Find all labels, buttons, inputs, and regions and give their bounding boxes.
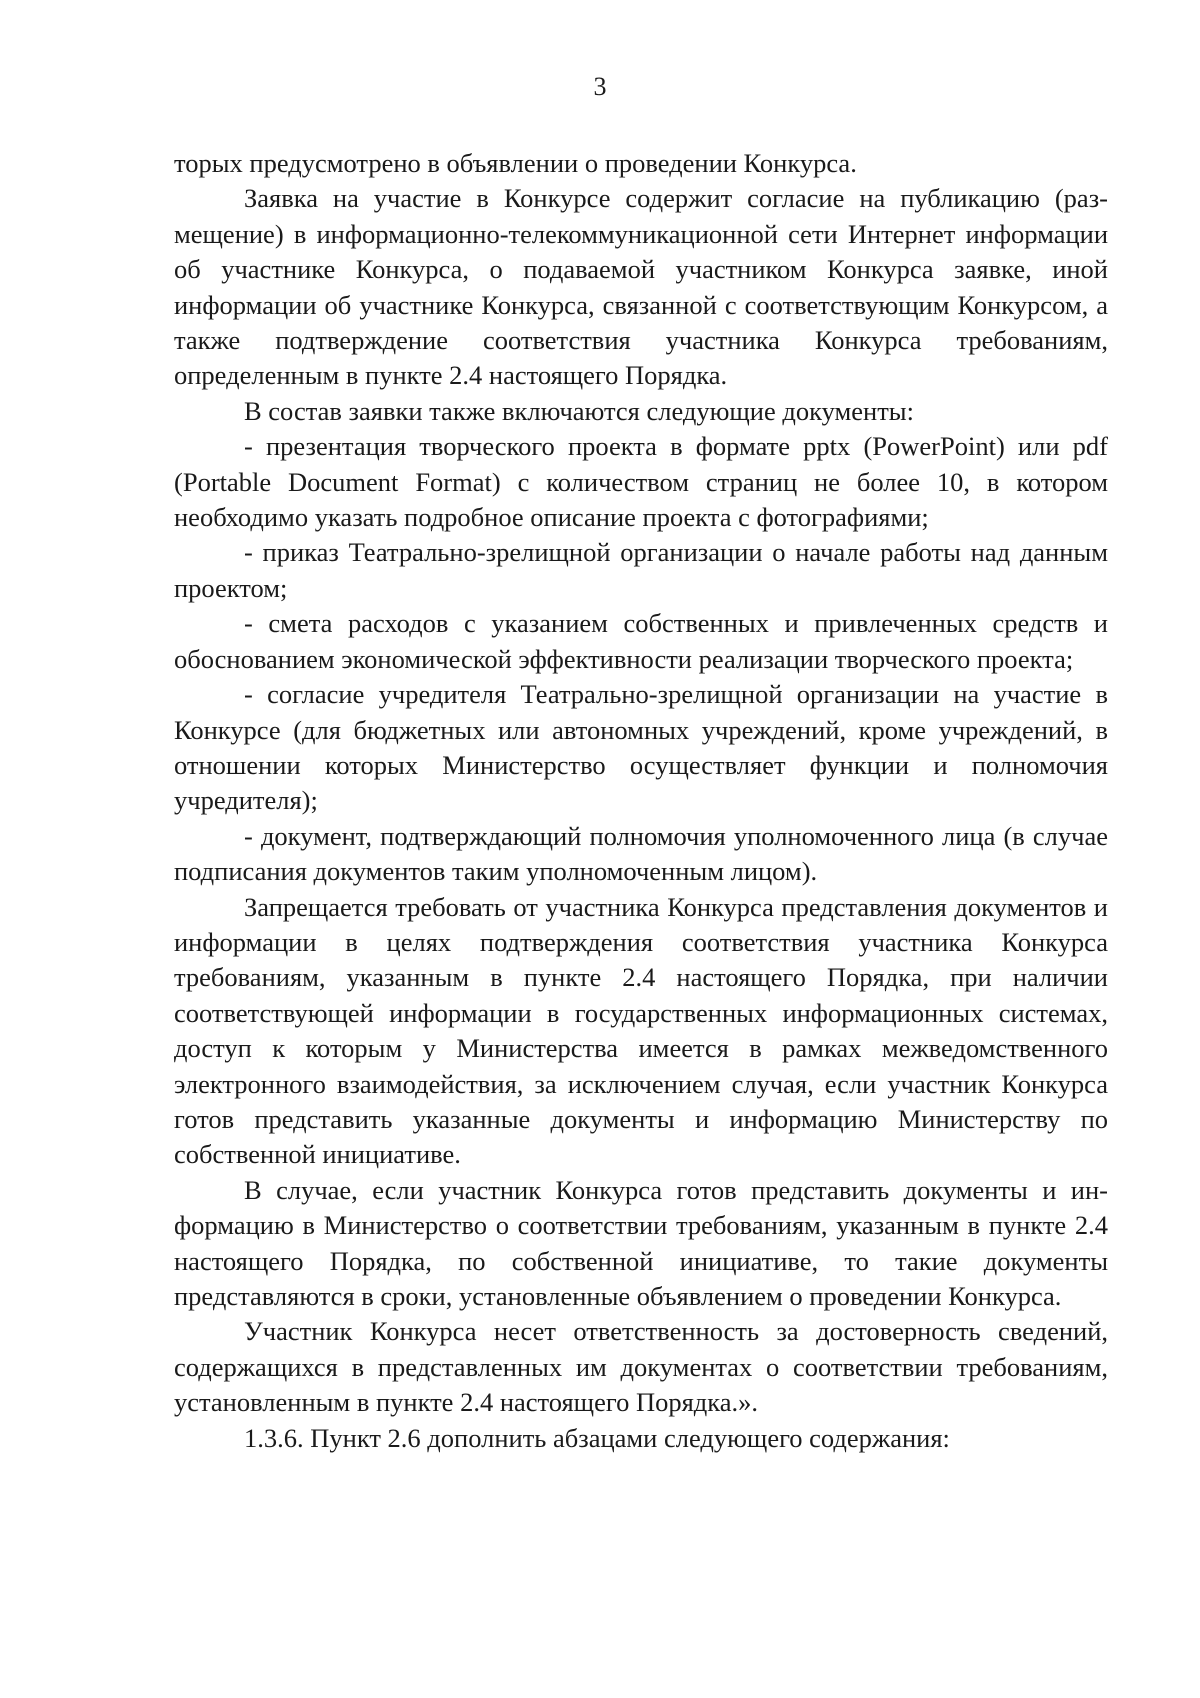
paragraph-responsibility: Участник Конкурса несет ответственность за достоверность сведений, содержащихся в представленных им документах о соответствии требованиям, установленным в пункте 2.4 настоящего Порядка.».: [174, 1316, 1108, 1418]
list-item-authority-document: - документ, подтверждающий полномочия уполномоченного лица (в случае подписания документов таким уполномоченным лицом).: [174, 820, 1108, 887]
paragraph-documents-intro: В состав заявки также включаются следующие документы:: [244, 395, 914, 426]
list-item-founder-consent: - согласие учредителя Театрально-зрелищной организации на участие в Конкурсе (для бюджетных или автономных учреждений, кроме учреждений, в отношении которых Министерство осуществляет функции и полномочия учредителя);: [174, 679, 1108, 816]
paragraph-application-consent: Заявка на участие в Конкурсе содержит согласие на публикацию (размещение) в информационно-телекоммуникационной сети Интернет информации об участнике Конкурса, о подаваемой участником Конкурса заявке, иной информации об участнике Конкурса, связанной с соответствующим Конкурсом, а также подтверждение соответствия участника Конкурса требованиям, определенным в пункте 2.4 настоящего Порядка.: [174, 183, 1108, 391]
paragraph-prohibition: Запрещается требовать от участника Конкурса представления документов и информации в целях подтверждения соответствия участника Конкурса требованиям, указанным в пункте 2.4 настоящего Порядка, при наличии соответствующей информации в государственных информационных системах, доступ к которым у Министерства имеется в рамках межведомственного электронного взаимодействия, за исключением случая, если участник Конкурса готов представить указанные документы и информацию Министерству по собственной инициативе.: [174, 891, 1108, 1170]
document-body: [174, 146, 1108, 1456]
list-item-presentation: - презентация творческого проекта в формате pptx (PowerPoint) или pdf (Portable Document Format) с количеством страниц не более 10, в котором необходимо указать подробное описание проекта с фотографиями;: [174, 431, 1108, 533]
paragraph-amendment: 1.3.6. Пункт 2.6 дополнить абзацами следующего содержания:: [244, 1422, 950, 1453]
page-number: 3: [593, 72, 607, 101]
paragraph-own-initiative: В случае, если участник Конкурса готов представить документы и информацию в Министерство о соответствии требованиям, указанным в пункте 2.4 настоящего Порядка, по собственной инициативе, то такие документы представляются в сроки, установленные объявлением о проведении Конкурса.: [174, 1174, 1108, 1311]
list-item-estimate: - смета расходов с указанием собственных и привлеченных средств и обоснованием экономической эффективности реализации творческого проекта;: [174, 608, 1108, 674]
paragraph-continuation: торых предусмотрено в объявлении о проведении Конкурса.: [174, 148, 857, 178]
list-item-order: - приказ Театрально-зрелищной организации о начале работы над данным проектом;: [174, 537, 1108, 603]
